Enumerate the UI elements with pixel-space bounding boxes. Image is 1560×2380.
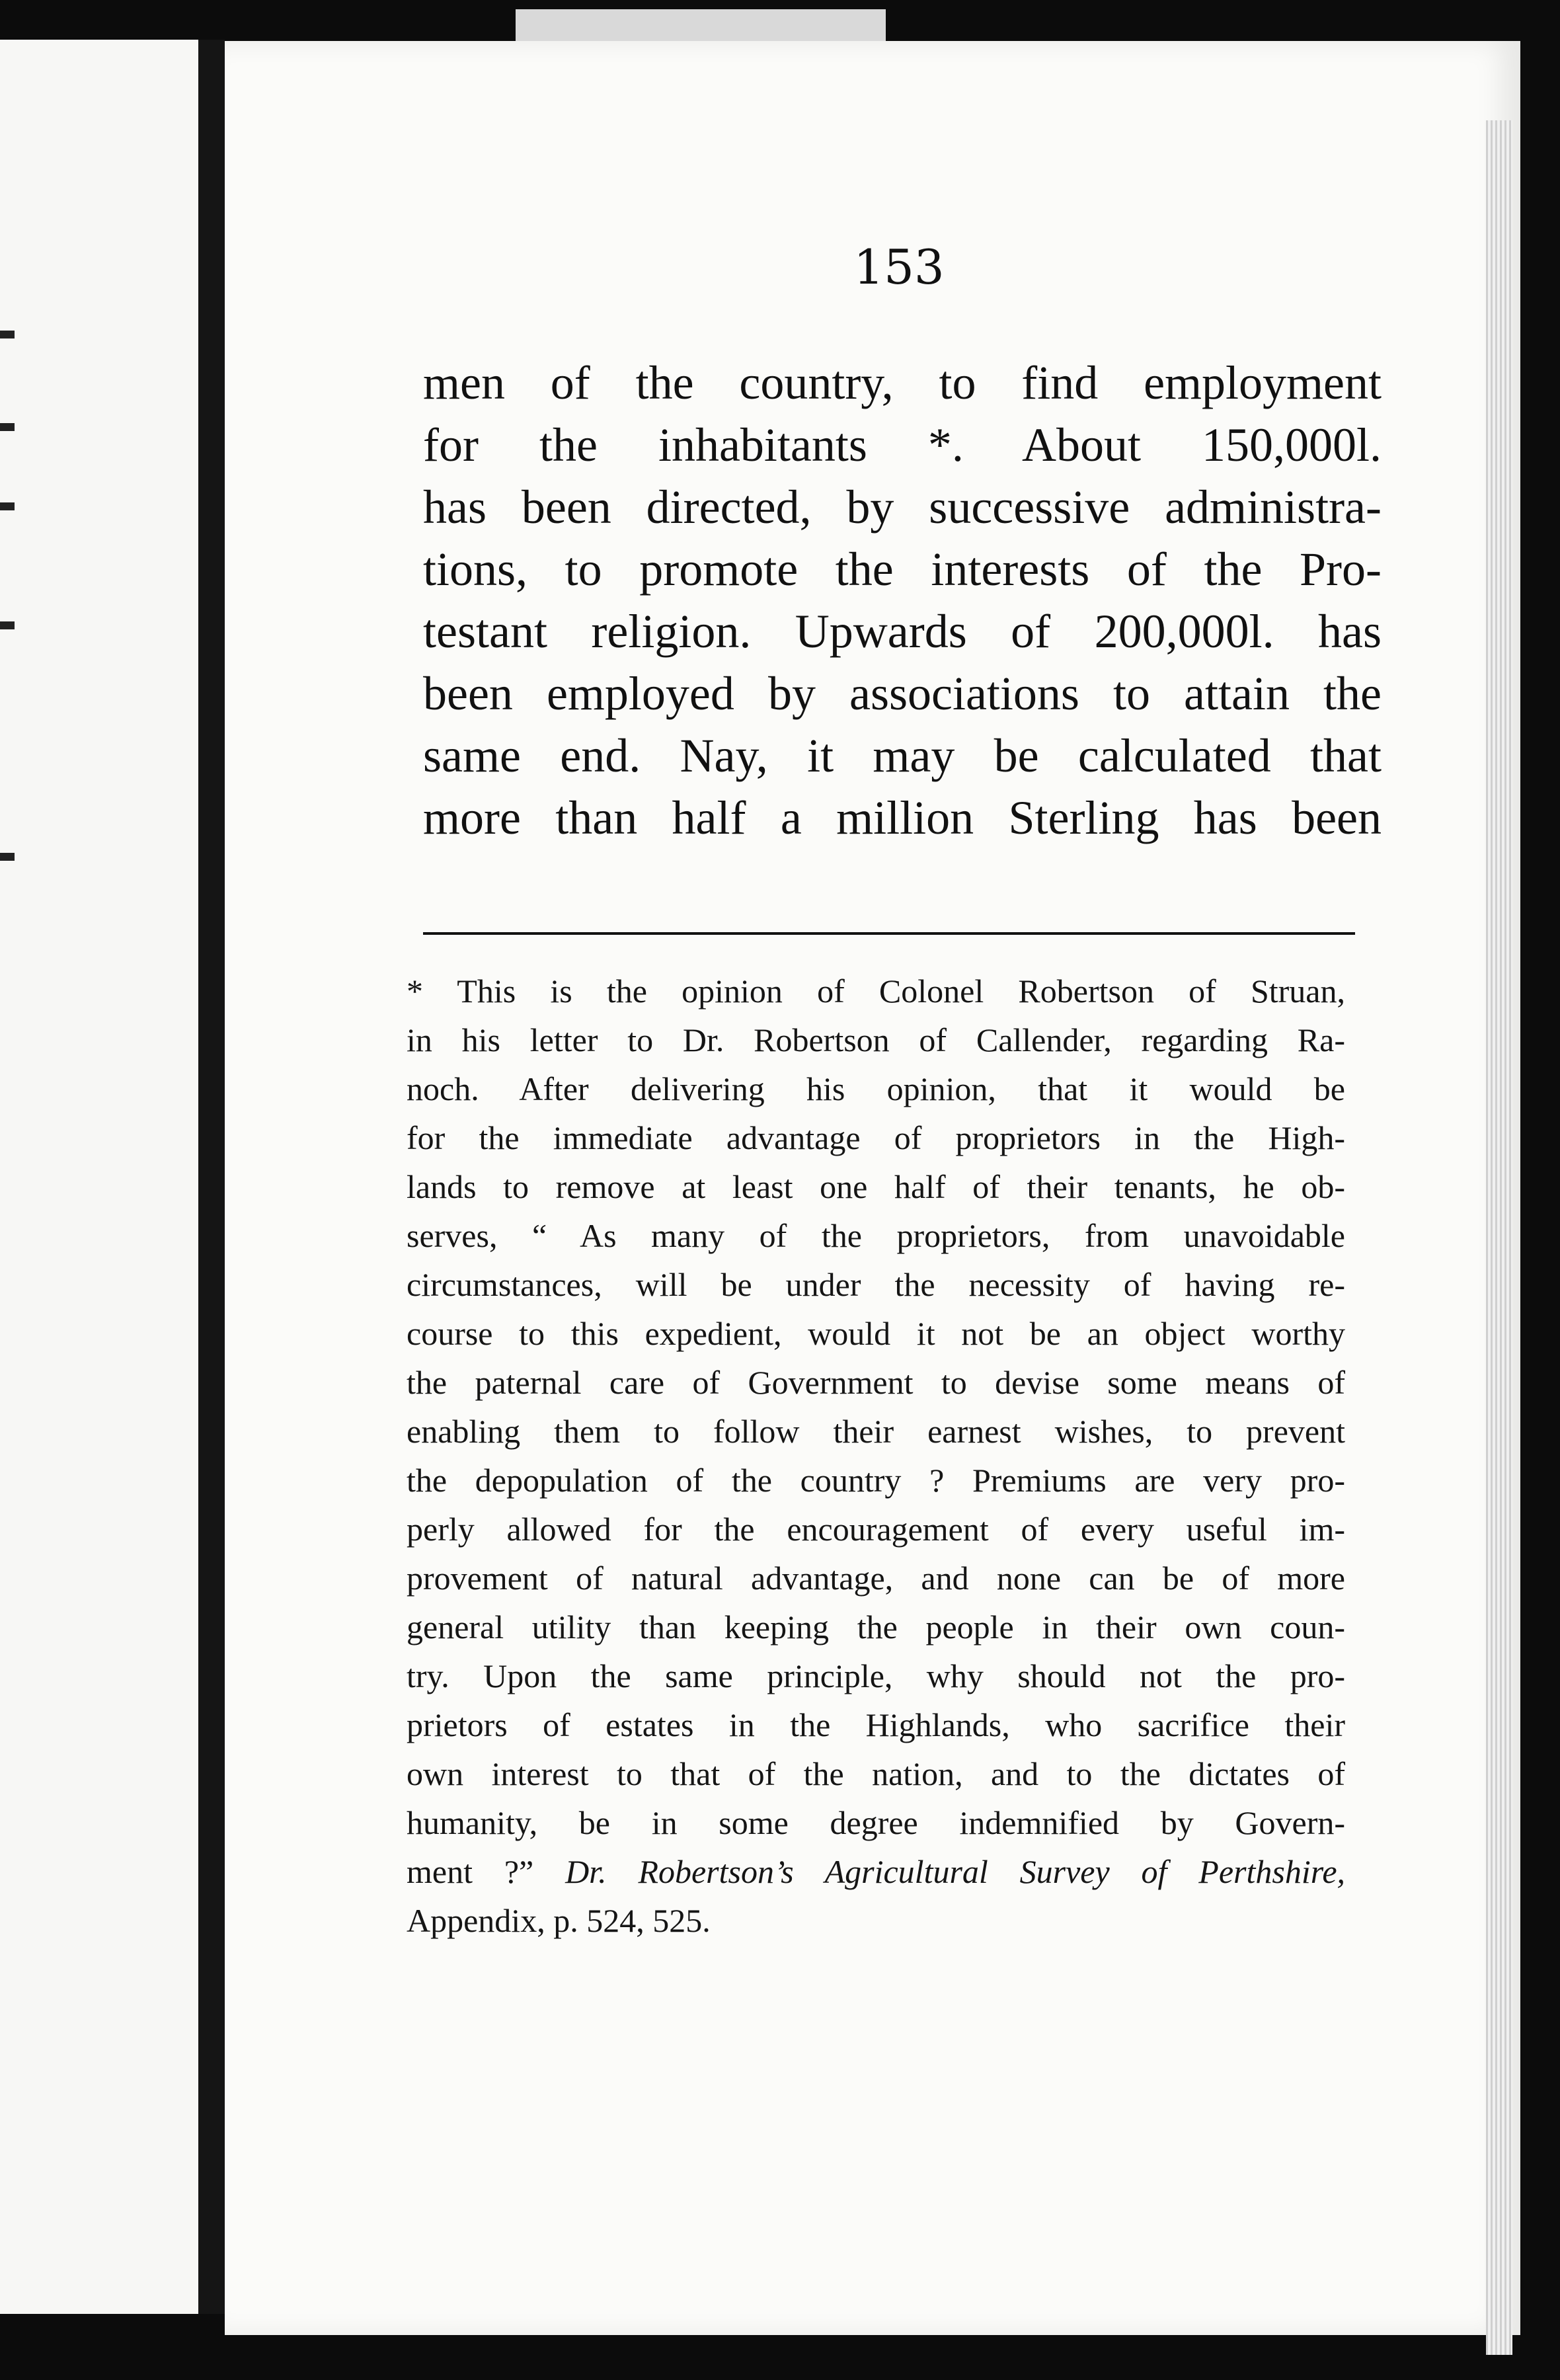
footnote-line: Appendix, p. 524, 525. bbox=[407, 1902, 711, 1939]
footnote-line: enabling them to follow their earnest wishes, to prevent bbox=[407, 1413, 1345, 1450]
page-stack-edge bbox=[1486, 120, 1512, 2355]
main-text bbox=[423, 352, 1382, 849]
footnote-line: prietors of estates in the Highlands, who sacrifice their bbox=[407, 1706, 1345, 1743]
main-text-line: has been directed, by successive administra- bbox=[423, 481, 1382, 534]
footnote-citation-title: Dr. Robertson’s Agricultural Survey of Perthshire, bbox=[565, 1853, 1346, 1890]
footnote bbox=[407, 967, 1345, 1945]
footnote-line: lands to remove at least one half of their tenants, he ob- bbox=[407, 1168, 1345, 1205]
book-gutter bbox=[198, 40, 225, 2314]
facing-page-mark bbox=[0, 621, 15, 629]
footnote-line: noch. After delivering his opinion, that it would be bbox=[407, 1070, 1345, 1107]
facing-page-mark bbox=[0, 423, 15, 431]
page-number: 153 bbox=[853, 239, 945, 295]
footnote-line: for the immediate advantage of proprietors in the High- bbox=[407, 1119, 1345, 1156]
footnote-line: provement of natural advantage, and none can be of more bbox=[407, 1560, 1345, 1597]
facing-page-mark bbox=[0, 853, 15, 861]
main-text-line: tions, to promote the interests of the Pro- bbox=[423, 543, 1382, 596]
footnote-line: course to this expedient, would it not be an object worthy bbox=[407, 1315, 1345, 1352]
footnote-rule bbox=[423, 932, 1355, 935]
scan-holder-tab bbox=[516, 9, 886, 44]
facing-page-mark bbox=[0, 331, 15, 338]
book-page bbox=[225, 41, 1520, 2335]
facing-page-edge bbox=[0, 40, 202, 2314]
footnote-line: * This is the opinion of Colonel Robertson of Struan, bbox=[407, 972, 1345, 1010]
footnote-line: try. Upon the same principle, why should not the pro- bbox=[407, 1657, 1345, 1694]
main-text-line: men of the country, to find employment bbox=[423, 356, 1382, 409]
main-text-line: same end. Nay, it may be calculated that bbox=[423, 729, 1382, 782]
main-text-line: been employed by associations to attain the bbox=[423, 667, 1382, 720]
footnote-line: humanity, be in some degree indemnified by Govern- bbox=[407, 1804, 1345, 1841]
footnote-line: in his letter to Dr. Robertson of Callender, regarding Ra- bbox=[407, 1021, 1345, 1058]
footnote-line: own interest to that of the nation, and to the dictates of bbox=[407, 1755, 1345, 1792]
main-text-line: for the inhabitants *. About 150,000l. bbox=[423, 418, 1382, 471]
footnote-citation-lead: ment ?” bbox=[407, 1853, 534, 1890]
footnote-line: perly allowed for the encouragement of every useful im- bbox=[407, 1511, 1345, 1548]
main-text-line: testant religion. Upwards of 200,000l. has bbox=[423, 605, 1382, 658]
footnote-line: general utility than keeping the people in their own coun- bbox=[407, 1608, 1345, 1646]
main-text-line: more than half a million Sterling has been bbox=[423, 791, 1382, 844]
facing-page-mark bbox=[0, 502, 15, 510]
footnote-line: the paternal care of Government to devise some means of bbox=[407, 1364, 1345, 1401]
footnote-line: serves, “ As many of the proprietors, from unavoidable bbox=[407, 1217, 1345, 1254]
footnote-citation-line bbox=[407, 1847, 1345, 1896]
footnote-line: circumstances, will be under the necessity of having re- bbox=[407, 1266, 1345, 1303]
footnote-line: the depopulation of the country ? Premiums are very pro- bbox=[407, 1462, 1345, 1499]
